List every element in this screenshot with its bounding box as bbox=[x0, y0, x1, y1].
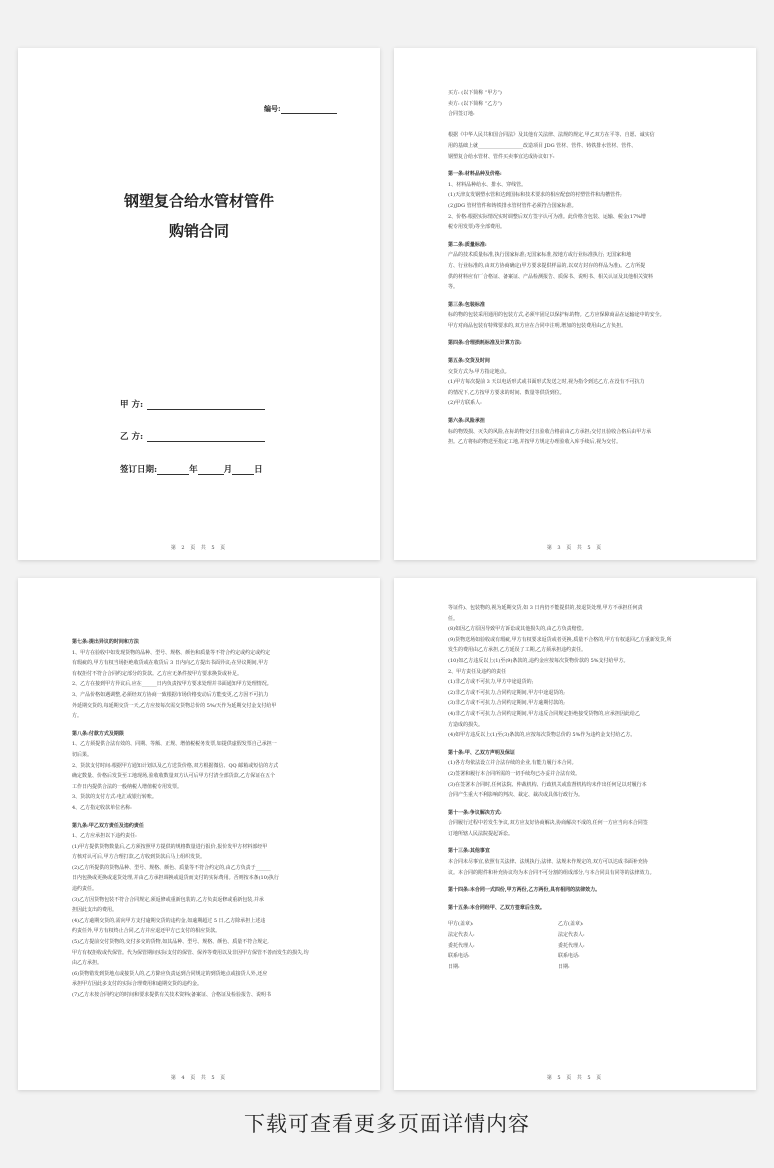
text-line: 等证件)、包装物的,视为延期交货,如 3 日内仍不能提供的,按退货处理,甲方不承担任何责 bbox=[448, 605, 643, 611]
contract-number-blank bbox=[281, 106, 337, 114]
text-line: 甲方对商品包装有特殊要求的,双方应在合同中注明,增加的包装费用由乙方负担。 bbox=[448, 322, 627, 329]
clause-heading: 第七条:提出异议的时间和方法 bbox=[72, 639, 139, 645]
text-line: (3)乙方因货物包装不符合合同规定,须返修或重新包装的,乙方负责返修或重新包装,并承 bbox=[72, 896, 264, 903]
contract-number-label: 编号: bbox=[264, 104, 281, 113]
text-line: 的情况下,乙方按甲方要求的时间、数量等供货到位。 bbox=[448, 389, 565, 396]
text-line: 本合同未尽事宜,依照有关法律、法规执行;法律、法规未作规定的,双方可以达成书面补充协 bbox=[448, 859, 648, 866]
text-line: 2、甲方责任及违约的责任 bbox=[448, 668, 507, 675]
text-line: (4)如甲方违反以上(1)至(3)条款的,应按每次货物总价的 5%作为违约金支付给乙方。 bbox=[448, 732, 636, 739]
text-line: (3)在签署本合同时,任何法院、仲裁机构、行政机关或监督机构均未作出任何足以对履行本 bbox=[448, 781, 647, 788]
page-footer: 第 5 页 共 5 页 bbox=[546, 1075, 604, 1081]
text-line: 违约责任。 bbox=[72, 886, 98, 893]
clause-heading: 第九条:甲乙双方责任及违约责任 bbox=[72, 822, 144, 829]
text-line: 合同产生重大不利影响的判决、裁定、裁决或具体行政行为。 bbox=[448, 792, 584, 799]
text-line: (9)货物送场如验收或有瑕疵,甲方有权要求返货或者更换,质量不合格的,甲方有权退回乙方重新发货,所 bbox=[448, 636, 672, 643]
text-line: (4)乙方逾期交货的,需向甲方支付逾期交货的违约金,如逾期超过 5 日,乙方除承担上述违 bbox=[72, 917, 266, 924]
text-line: 方、行业标准的,由双方协商确定(甲方要求提供样品的,以双方封存的样品为准)。乙方所提 bbox=[448, 262, 646, 269]
text-line: 甲方有权拒收或代保管。代为保管期间实际支付的保管、保养等费用以及非因甲方保管不善而发生的损失,均 bbox=[72, 949, 309, 956]
page-footer: 第 3 页 共 5 页 bbox=[546, 545, 604, 551]
text-line: 方核对认可后,甲方合理打款,乙方收到货款后马上组织发货。 bbox=[72, 854, 206, 861]
page-5 bbox=[394, 578, 756, 1090]
page-4-body bbox=[72, 630, 358, 1001]
text-line: (10)如乙方违反以上(1)至(9)条款的,违约金应按每次货物价款的 5%支付给甲方。 bbox=[448, 657, 629, 664]
party-a-row bbox=[120, 398, 265, 410]
clause-heading: 第二条:质量标准: bbox=[448, 241, 487, 248]
text-line: (2)签署和履行本合同所需的一切手续均已办妥并合法有效。 bbox=[448, 770, 581, 777]
text-line: 钢塑复合给水管材、管件买卖事宜达成协议如下: bbox=[448, 153, 555, 160]
clause-heading: 第一条:材料品种及价格: bbox=[448, 171, 502, 178]
text-line: 担。乙方将标的物送至指定工地,并按甲方规定办理验收入库手续后,视为交付。 bbox=[448, 439, 622, 446]
text-line: 标的物毁损、灭失的风险,在标的物交付且验收合格前由乙方承担;交付且验收合格后由甲方承 bbox=[448, 428, 652, 435]
year-label: 年 bbox=[189, 465, 198, 475]
party-b-signature-field: 日期: bbox=[558, 963, 570, 970]
text-line: (2)乙方所提供的货物品种、型号、规格、颜色、质量等不符合约定的,由乙方负责于______ bbox=[72, 864, 271, 871]
signature-row bbox=[448, 951, 734, 962]
text-line: 合同履行过程中若发生争议,双方应友好协商解决,协商解决不成的,任何一方应当向本合同签 bbox=[448, 820, 648, 827]
text-line: (8)如因乙方原因导致甲方诉讼或其他损失的,由乙方负责赔偿。 bbox=[448, 626, 587, 633]
text-line: 由乙方承担。 bbox=[72, 960, 103, 967]
text-line: 4、乙方指定收款单位名称: bbox=[72, 804, 132, 811]
text-line: 有权拒付不符合合同约定部分的货款。乙方应无条件按甲方要求换货或补足。 bbox=[72, 670, 243, 677]
text-line bbox=[448, 120, 734, 131]
text-line: (4)非乙方或不可抗力,合同约定期间,甲方违反合同规定拒绝接受货物的,应承担因此给乙 bbox=[448, 710, 640, 717]
page-4 bbox=[18, 578, 380, 1090]
party-b-row bbox=[120, 430, 265, 442]
clause-heading: 第十条:甲、乙双方声明及保证 bbox=[448, 749, 515, 756]
download-caption: 下载可查看更多页面详情内容 bbox=[244, 1112, 530, 1136]
text-line: 工作日内提供合法的一般纳税人增值税专用发票。 bbox=[72, 783, 183, 790]
text-line: (1)非乙方或不可抗力,甲方中途退货的; bbox=[448, 679, 534, 686]
text-line: 等。 bbox=[448, 284, 459, 291]
clause-heading: 第十四条:本合同一式四份,甲方两份,乙方两份,具有相同的法律效力。 bbox=[448, 887, 601, 894]
page-footer: 第 4 页 共 5 页 bbox=[170, 1075, 228, 1081]
text-line: 外延期交货的,每延期交货一天,乙方应按每次需交货物总价的 5%/天作为延期交付金支付给甲 bbox=[72, 702, 277, 709]
text-line: (1)甲方提供货物数量后,乙方须按照甲方提供的规格数量进行报价,报价发甲方材料部经甲 bbox=[72, 843, 268, 850]
text-line: (1)天津友发钢塑水管和达到国标和技术要求的相应配套的衬塑管件和沟槽管件; bbox=[448, 192, 622, 199]
text-line: 有瑕疵的,甲方有权当场拒绝收货或在收货后 3 日内向乙方提出书面异议;在异议期间,甲方 bbox=[72, 660, 269, 667]
page-3-body bbox=[448, 88, 734, 448]
party-a-signature-field: 法定代表人: bbox=[448, 932, 475, 939]
text-line: 1、材料品种给水、排水、穿线管。 bbox=[448, 181, 527, 188]
clause-heading: 第八条:付款方式及期限 bbox=[72, 730, 124, 737]
text-line: 合同签订地: bbox=[448, 111, 475, 118]
contract-title-line2: 购销合同 bbox=[168, 222, 229, 240]
text-line: 3、产品价格如遇调整,必须经双方协商一致根据市场价格变动后方能变更,乙方因不可抗力 bbox=[72, 691, 269, 698]
party-a-blank bbox=[147, 401, 265, 410]
text-line: 3、货款的支付方式:电汇或银行转账。 bbox=[72, 794, 157, 801]
page-2-cover bbox=[18, 48, 380, 560]
text-line: (2)非乙方或不可抗力,合同约定期间,甲方中途退货的; bbox=[448, 689, 565, 696]
text-line: 担因此支出的费用。 bbox=[72, 907, 118, 914]
party-a-signature-field: 日期: bbox=[448, 963, 460, 970]
text-line: 方造成的损失。 bbox=[448, 721, 484, 728]
page-5-body bbox=[448, 603, 734, 972]
month-blank bbox=[198, 466, 224, 475]
text-line: 用的基础上就__________________改造项目 JDG 管材、管件、铸铁排水管材、管件、 bbox=[448, 142, 637, 149]
text-line: 承担甲方因此多支付的实际合理费用和逾期交货的违约金。 bbox=[72, 981, 203, 988]
text-line: (5)乙方提前交付货物的,交付多交的货物,如其品种、型号、规格、颜色、质量不符合规定, bbox=[72, 939, 269, 946]
contract-title-line1: 钢塑复合给水管材管件 bbox=[123, 192, 274, 210]
signature-row bbox=[448, 930, 734, 941]
clause-heading: 第五条:交货及时间 bbox=[448, 358, 490, 365]
text-line: 议。本合同的附件和补充协议均为本合同不可分割的组成部分,与本合同具有同等的法律效力。 bbox=[448, 869, 655, 876]
signature-row bbox=[448, 941, 734, 952]
clause-heading: 第六条:风险承担 bbox=[448, 418, 485, 425]
text-line: 确定数量、价格后发货至工地现场,验收收数量双方认可后甲方付清全部货款,乙方保证在五个 bbox=[72, 773, 276, 780]
text-line: 切后果。 bbox=[72, 751, 93, 758]
month-label: 月 bbox=[223, 465, 233, 475]
party-b-signature-field: 联系电话: bbox=[558, 953, 580, 960]
year-blank bbox=[157, 466, 189, 475]
text-line: (2)JDG 管材管件和铸铁排水管材管件必须符合国家标准。 bbox=[448, 202, 577, 209]
text-line: 产品的技术质量标准,执行国家标准;无国家标准,按地方或行业标准执行; 无国家和地 bbox=[448, 252, 632, 259]
party-b-signature-field: 乙方(盖章): bbox=[558, 921, 584, 928]
sign-date-row bbox=[120, 463, 263, 475]
clause-heading: 第三条:包装标准 bbox=[448, 301, 485, 308]
text-line: 发生的费用由乙方承担,乙方延误了工期,乙方须承担违约责任。 bbox=[448, 647, 587, 654]
page-3 bbox=[394, 48, 756, 560]
text-line: 2、价格:根据实际情况实时调整后双方签字认可为准。此价格含包装、运输、税金(17%增 bbox=[448, 213, 646, 220]
text-line: 日内包换或更换或退货处理,并由乙方承担调换或退货而支付的实际费用。否则按本条(10)执行 bbox=[72, 875, 279, 882]
text-line: 卖方: (以下简称 “乙方”) bbox=[448, 100, 502, 107]
text-line: 1、乙方应承担以下违约责任: bbox=[72, 833, 137, 840]
text-line: (7)乙方未按合同约定的时间和要求提供有关技术资料(备案证、合格证及检验报告、说明书 bbox=[72, 992, 272, 998]
text-line: 订地所辖人民法院提起诉讼。 bbox=[448, 830, 514, 837]
clause-heading: 第十一条:争议解决方式: bbox=[448, 809, 502, 816]
clause-heading: 第十三条:其他事宜 bbox=[448, 848, 490, 855]
day-blank bbox=[232, 466, 254, 475]
text-line: 1、甲方在验收中如发现货物的品种、型号、规格、颜色和质量等不符合约定或约定或约定 bbox=[72, 649, 271, 656]
text-line: 1、乙方须提供合法有效的、同期、等额、正规、增值税税务发票,如提供虚假发票自己承担一 bbox=[72, 741, 277, 748]
party-b-label: 乙 方: bbox=[120, 432, 144, 442]
page-footer: 第 2 页 共 5 页 bbox=[170, 545, 228, 551]
text-line: (3)非乙方或不可抗力,合同约定期间,甲方逾期付款的; bbox=[448, 700, 565, 707]
party-a-signature-field: 委托代理人: bbox=[448, 942, 475, 949]
text-line: 交货方式为:甲方指定地点。 bbox=[448, 368, 510, 375]
party-a-label: 甲 方: bbox=[120, 400, 144, 410]
sign-date-label: 签订日期: bbox=[120, 465, 158, 475]
text-line: 任。 bbox=[448, 615, 459, 622]
day-label: 日 bbox=[254, 465, 263, 475]
signature-row bbox=[448, 962, 734, 973]
party-b-signature-field: 委托代理人: bbox=[558, 942, 585, 949]
text-line: (6)货物错发到货地点或接货人的,乙方除应负责运到合同规定的到货地点或接货人外,还应 bbox=[72, 970, 268, 977]
party-a-signature-field: 甲方(盖章): bbox=[448, 921, 474, 928]
text-line: (2)甲方联系人: bbox=[448, 400, 482, 407]
text-line: (1)甲方每次提前 3 天以电话形式或书面形式发送之时,视为指令到达乙方,在没有不可抗力 bbox=[448, 379, 645, 386]
text-line: 约责任外,甲方有权终止合同,乙方并应退还甲方已支付的相应货款。 bbox=[72, 928, 221, 935]
contract-number bbox=[264, 104, 337, 114]
clause-heading: 第四条:合理损耗标准及计算方法: bbox=[448, 340, 522, 347]
text-line: 税专用发票)等全部费用。 bbox=[448, 224, 505, 231]
text-line: 标的物的包装采用通用的包装方式,必须牢固足以保护标的物。乙方应保障商品在运输途中的安全。 bbox=[448, 312, 665, 319]
text-line: (1)各方均依法设立并合法存续的企业,有能力履行本合同。 bbox=[448, 760, 577, 767]
party-b-blank bbox=[147, 433, 265, 442]
text-line: 2、乙方在接到甲方异议后,应在______日内负责按甲方要求处理并书面通知甲方处理情况。 bbox=[72, 681, 272, 688]
text-line: 供的材料应有厂合格证、备案证、产品检测报告、质保书、说明书、相关认证及其他相关资料 bbox=[448, 273, 654, 280]
party-a-signature-field: 联系电话: bbox=[448, 953, 470, 960]
page-5-lines bbox=[448, 603, 734, 913]
text-line: 买方: (以下简称 “甲方”) bbox=[448, 90, 502, 96]
signature-row bbox=[448, 919, 734, 930]
party-b-signature-field: 法定代表人: bbox=[558, 932, 585, 939]
signature-block bbox=[448, 919, 734, 972]
clause-heading: 第十五条:本合同经甲、乙双方签章后生效。 bbox=[448, 904, 545, 911]
text-line: 方。 bbox=[72, 713, 83, 720]
text-line: 2、货款支付时间:根据甲方通知计划以及乙方送货价格,双方根据微信、QQ 邮箱或短信的方式 bbox=[72, 762, 279, 769]
text-line: 根据《中华人民共和国合同法》及其他有关法律、法规的规定,甲乙双方在平等、自愿、诚实信 bbox=[448, 132, 655, 139]
